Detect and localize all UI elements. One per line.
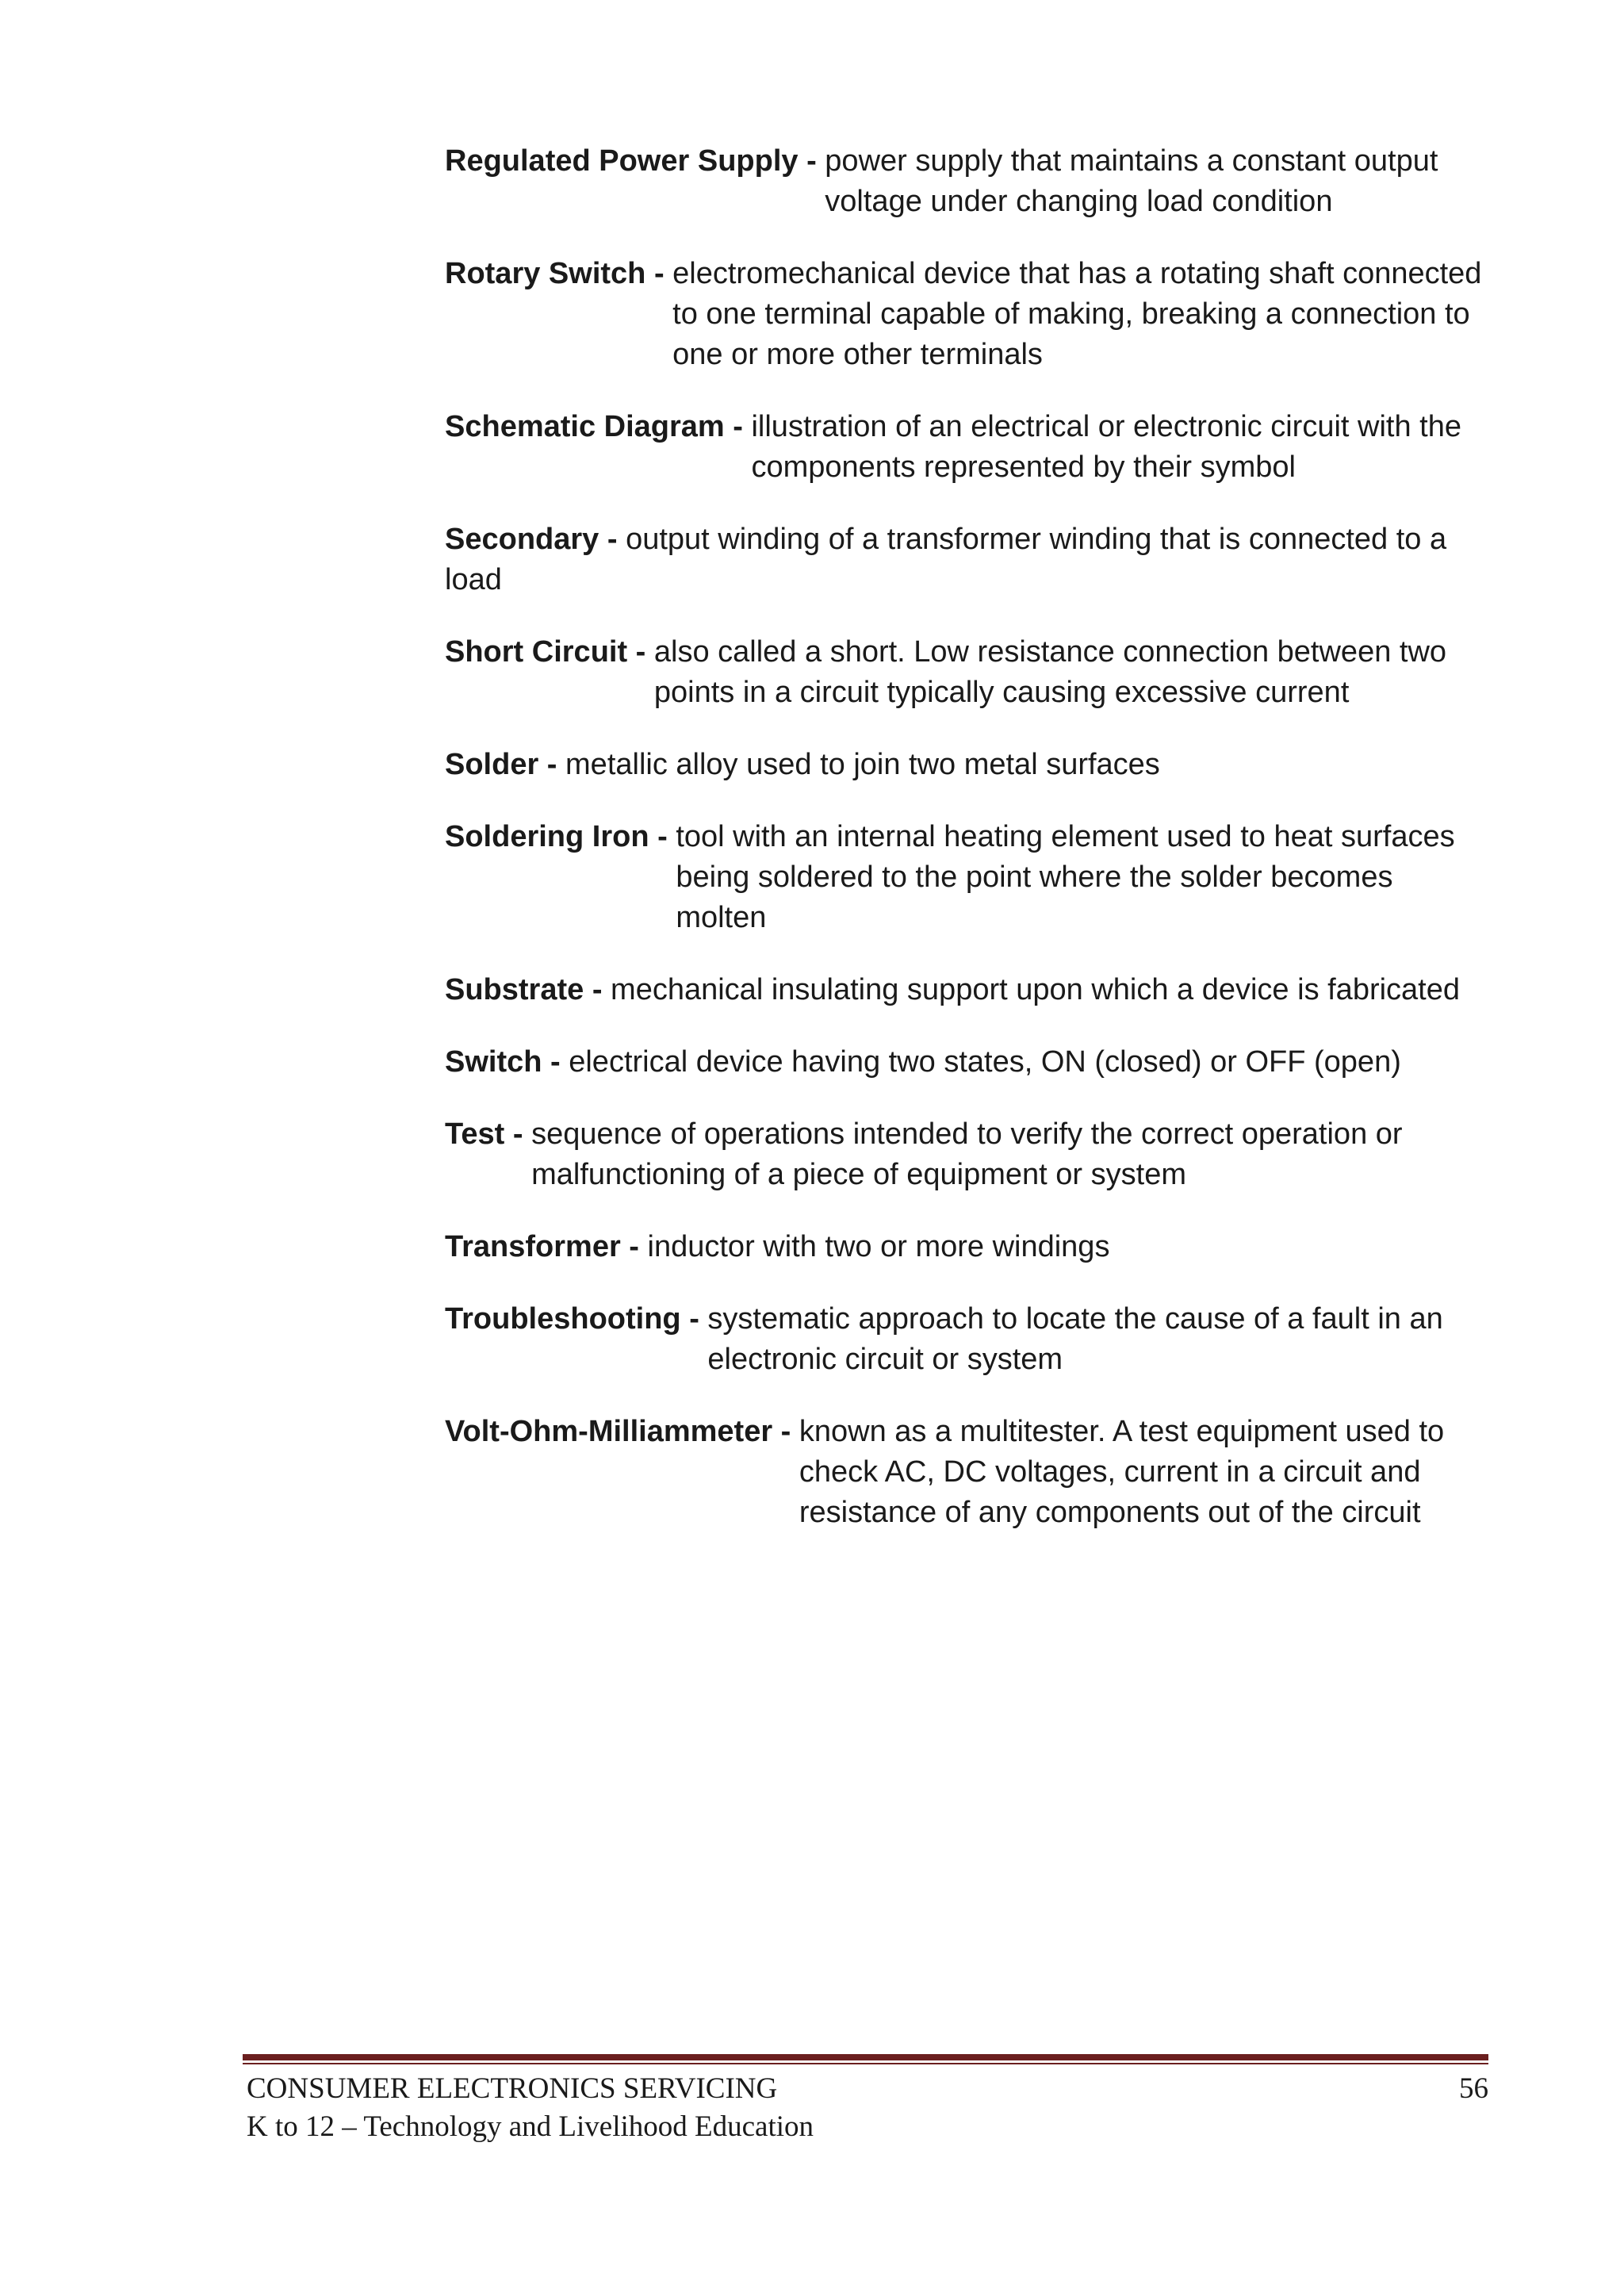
glossary-entry-rotary-switch bbox=[445, 254, 1507, 375]
glossary-entry-soldering-iron bbox=[445, 817, 1507, 938]
glossary-entry-secondary bbox=[445, 519, 1507, 600]
glossary-term: Substrate - bbox=[445, 973, 611, 1006]
glossary-definition bbox=[825, 141, 1507, 222]
glossary-term: Schematic Diagram - bbox=[445, 410, 752, 443]
glossary-definition bbox=[672, 254, 1507, 375]
definition-line: check AC, DC voltages, current in a circuit and bbox=[799, 1455, 1421, 1489]
definition-line: metallic alloy used to join two metal surfaces bbox=[565, 748, 1160, 781]
definition-line: resistance of any components out of the circuit bbox=[799, 1496, 1421, 1529]
definition-line: one or more other terminals bbox=[672, 338, 1043, 371]
definition-line: electronic circuit or system bbox=[707, 1343, 1063, 1376]
definition-line: sequence of operations intended to verify the correct operation or bbox=[531, 1117, 1403, 1151]
definition-line: inductor with two or more windings bbox=[647, 1230, 1110, 1263]
glossary-entry-schematic-diagram bbox=[445, 407, 1507, 488]
glossary-definition bbox=[799, 1412, 1507, 1533]
definition-line: output winding of a transformer winding that is connected to a bbox=[626, 523, 1447, 556]
glossary-entry-troubleshooting bbox=[445, 1299, 1507, 1380]
glossary-term: Regulated Power Supply - bbox=[445, 144, 825, 178]
glossary-term: Soldering Iron - bbox=[445, 820, 676, 853]
glossary-definition bbox=[654, 632, 1507, 713]
footer-divider bbox=[243, 2054, 1488, 2064]
glossary-entry-short-circuit bbox=[445, 632, 1507, 713]
glossary-definition bbox=[707, 1299, 1507, 1380]
glossary-definition bbox=[751, 407, 1507, 488]
footer-subtitle: K to 12 – Technology and Livelihood Education bbox=[247, 2110, 814, 2143]
definition-line: also called a short. Low resistance connection between two bbox=[653, 635, 1447, 669]
glossary-term: Volt-Ohm-Milliammeter - bbox=[445, 1415, 799, 1448]
definition-line: systematic approach to locate the cause of a fault in an bbox=[707, 1302, 1443, 1336]
definition-line: being soldered to the point where the solder becomes bbox=[676, 861, 1393, 894]
glossary-term: Test - bbox=[445, 1117, 532, 1151]
glossary-entry-substrate bbox=[445, 970, 1507, 1010]
glossary-entry-regulated-power-supply bbox=[445, 141, 1507, 222]
glossary-entry-switch bbox=[445, 1042, 1507, 1083]
definition-line: points in a circuit typically causing excessive current bbox=[653, 676, 1350, 709]
glossary-definition bbox=[565, 745, 1507, 785]
definition-line: tool with an internal heating element used to heat surfaces bbox=[676, 820, 1455, 853]
footer-divider-thick bbox=[243, 2054, 1488, 2060]
definition-line: malfunctioning of a piece of equipment or system bbox=[531, 1158, 1186, 1191]
definition-line: power supply that maintains a constant output bbox=[825, 144, 1438, 178]
page-footer bbox=[247, 2070, 1488, 2146]
definition-line: mechanical insulating support upon which a device is fabricated bbox=[611, 973, 1461, 1006]
definition-line: components represented by their symbol bbox=[751, 450, 1296, 484]
glossary-term: Secondary - bbox=[445, 523, 626, 556]
glossary-term: Switch - bbox=[445, 1045, 569, 1079]
glossary-definition bbox=[569, 1042, 1507, 1083]
glossary-entry-volt-ohm-milliammeter bbox=[445, 1412, 1507, 1533]
definition-line: molten bbox=[676, 901, 767, 934]
glossary-entry-test bbox=[445, 1114, 1507, 1195]
glossary-term: Transformer - bbox=[445, 1230, 648, 1263]
glossary-definition bbox=[611, 970, 1507, 1010]
definition-line: to one terminal capable of making, breaking a connection to bbox=[672, 297, 1470, 331]
glossary-term: Short Circuit - bbox=[445, 635, 654, 669]
footer-course-title: CONSUMER ELECTRONICS SERVICING bbox=[247, 2072, 778, 2105]
page-number: 56 bbox=[1459, 2072, 1488, 2105]
glossary-entry-solder bbox=[445, 745, 1507, 785]
glossary-term: Rotary Switch - bbox=[445, 257, 673, 290]
definition-line: known as a multitester. A test equipment used to bbox=[799, 1415, 1445, 1448]
glossary-term: Solder - bbox=[445, 748, 566, 781]
glossary-definition bbox=[648, 1227, 1507, 1267]
glossary-definition bbox=[676, 817, 1507, 938]
glossary-term: Troubleshooting - bbox=[445, 1302, 708, 1336]
definition-line: illustration of an electrical or electronic circuit with the bbox=[751, 410, 1461, 443]
definition-line: load bbox=[445, 563, 502, 596]
glossary-entry-transformer bbox=[445, 1227, 1507, 1267]
definition-line: electromechanical device that has a rotating shaft connected bbox=[672, 257, 1482, 290]
footer-divider-thin bbox=[243, 2063, 1488, 2064]
glossary-definition bbox=[531, 1114, 1507, 1195]
definition-line: electrical device having two states, ON (closed) or OFF (open) bbox=[569, 1045, 1401, 1079]
definition-line: voltage under changing load condition bbox=[825, 185, 1333, 218]
glossary-list bbox=[445, 141, 1507, 1565]
